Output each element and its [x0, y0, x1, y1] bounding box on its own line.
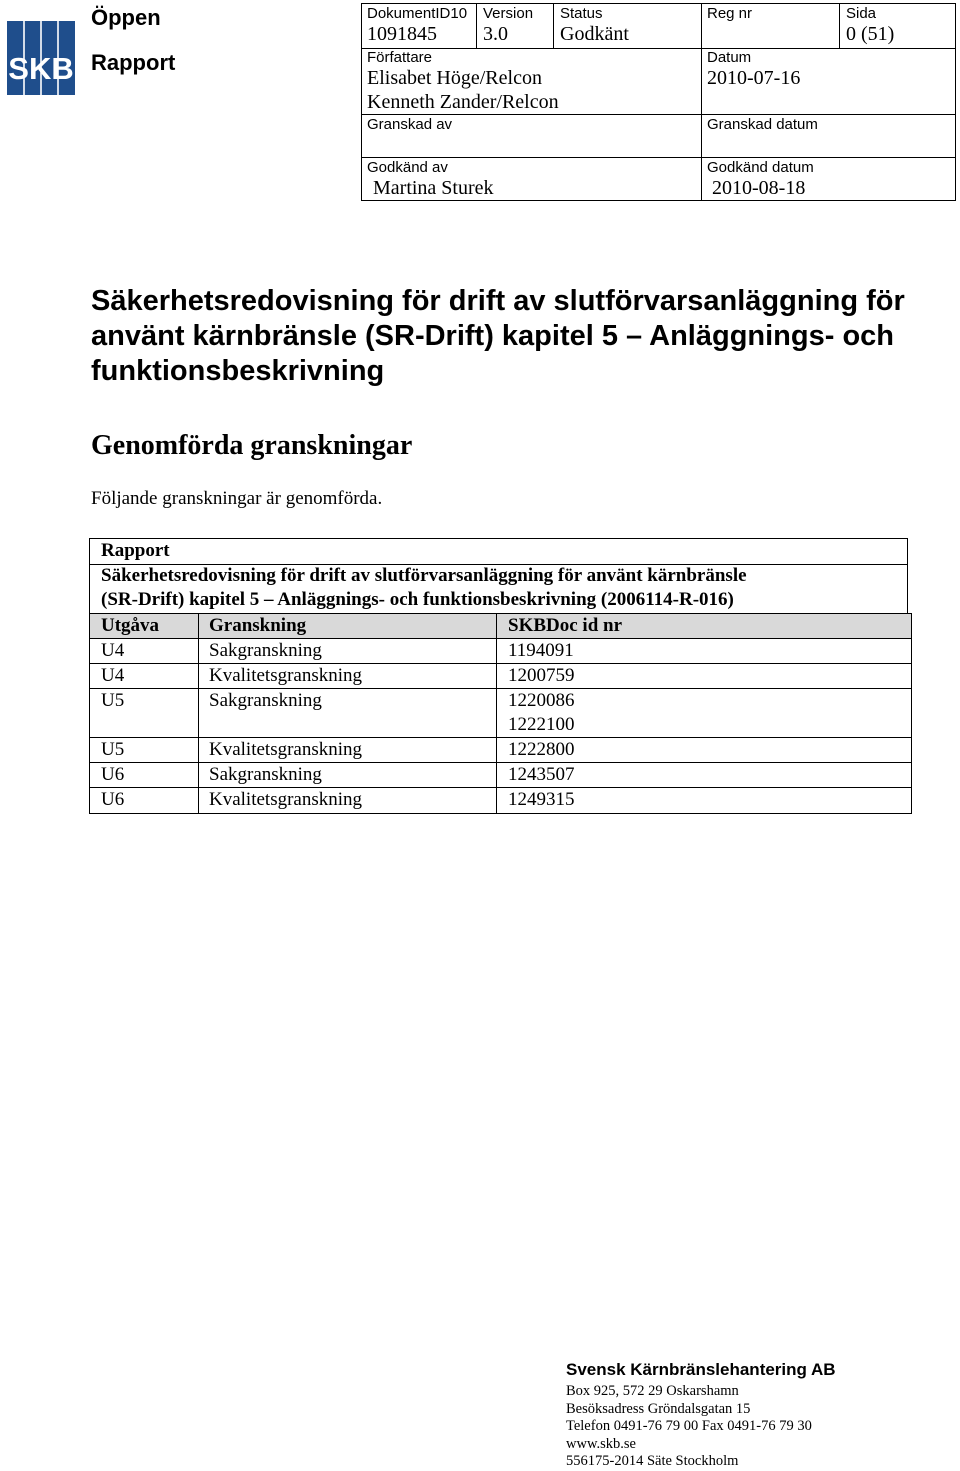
status-label: Status — [560, 5, 603, 22]
reviewed-by-label: Granskad av — [367, 116, 453, 133]
approved-date-value: 2010-08-18 — [712, 177, 806, 199]
page-label: Sida — [846, 5, 877, 22]
skb-logo — [7, 21, 75, 95]
date-value: 2010-07-16 — [707, 67, 801, 89]
report-title-line-2: (SR-Drift) kapitel 5 – Anläggnings- och funktionsbeskrivning (2006114-R-016) — [101, 589, 734, 610]
page-value: 0 (51) — [846, 23, 895, 45]
table-row-1-review: Sakgranskning — [209, 640, 322, 661]
table-row-5-doc-id: 1243507 — [508, 764, 575, 785]
document-id-label: DokumentID10 — [367, 5, 468, 22]
author-2: Kenneth Zander/Relcon — [367, 91, 559, 113]
footer-address: Box 925, 572 29 Oskarshamn — [566, 1383, 739, 1399]
column-header-doc-id: SKBDoc id nr — [508, 615, 623, 636]
document-metadata-box — [361, 3, 956, 201]
reg-nr-label: Reg nr — [707, 5, 753, 22]
document-type-label: Rapport — [91, 50, 176, 75]
footer-registration: 556175-2014 Säte Stockholm — [566, 1453, 739, 1469]
author-1: Elisabet Höge/Relcon — [367, 67, 542, 89]
section-heading: Genomförda granskningar — [91, 430, 413, 461]
document-title: Säkerhetsredovisning för drift av slutförvarsanläggning för använt kärnbränsle (SR-Drift) kapitel 5 – Anläggnings- och funktionsbeskrivning — [91, 285, 905, 387]
table-row-5-review: Sakgranskning — [209, 764, 322, 785]
version-label: Version — [483, 5, 534, 22]
table-row-6-edition: U6 — [101, 789, 125, 810]
approved-by-label: Godkänd av — [367, 159, 448, 176]
footer-visiting-address: Besöksadress Gröndalsgatan 15 — [566, 1400, 751, 1417]
approved-date-label: Godkänd datum — [707, 159, 814, 176]
table-row-3-doc-id-1: 1220086 — [508, 690, 575, 711]
table-row-3-review: Sakgranskning — [209, 690, 322, 711]
approved-by-value: Martina Sturek — [373, 177, 494, 199]
table-row-5-edition: U6 — [101, 764, 125, 785]
column-header-edition: Utgåva — [101, 615, 160, 636]
date-label: Datum — [707, 49, 752, 66]
footer-website: www.skb.se — [566, 1435, 636, 1452]
table-row-2-edition: U4 — [101, 665, 125, 686]
classification-label: Öppen — [91, 5, 161, 30]
section-intro: Följande granskningar är genomförda. — [91, 488, 383, 509]
table-row-1-edition: U4 — [101, 640, 125, 661]
authors-label: Författare — [367, 49, 433, 66]
reviewed-date-label: Granskad datum — [707, 116, 818, 133]
status-value: Godkänt — [560, 23, 629, 45]
company-footer — [566, 1360, 956, 1471]
table-caption: Rapport — [101, 540, 170, 561]
table-row-2-review: Kvalitetsgranskning — [209, 665, 363, 686]
table-row-6-doc-id: 1249315 — [508, 789, 575, 810]
table-row-4-edition: U5 — [101, 739, 125, 760]
table-row-3-edition: U5 — [101, 690, 125, 711]
footer-phone-fax: Telefon 0491-76 79 00 Fax 0491-76 79 30 — [566, 1418, 812, 1434]
column-header-review: Granskning — [209, 615, 307, 636]
table-row-4-doc-id: 1222800 — [508, 739, 575, 760]
table-row-2-doc-id: 1200759 — [508, 665, 575, 686]
company-name: Svensk Kärnbränslehantering AB — [566, 1360, 836, 1379]
table-row-4-review: Kvalitetsgranskning — [209, 739, 363, 760]
document-id-value: 1091845 — [367, 23, 437, 45]
table-row-3-doc-id-2: 1222100 — [508, 714, 575, 735]
table-row-1-doc-id: 1194091 — [508, 640, 574, 661]
report-title-line-1: Säkerhetsredovisning för drift av slutförvarsanläggning för använt kärnbränsle — [101, 565, 747, 586]
version-value: 3.0 — [483, 23, 508, 45]
review-table — [89, 538, 912, 814]
table-row-6-review: Kvalitetsgranskning — [209, 789, 363, 810]
logo-text: SKB — [8, 51, 74, 86]
